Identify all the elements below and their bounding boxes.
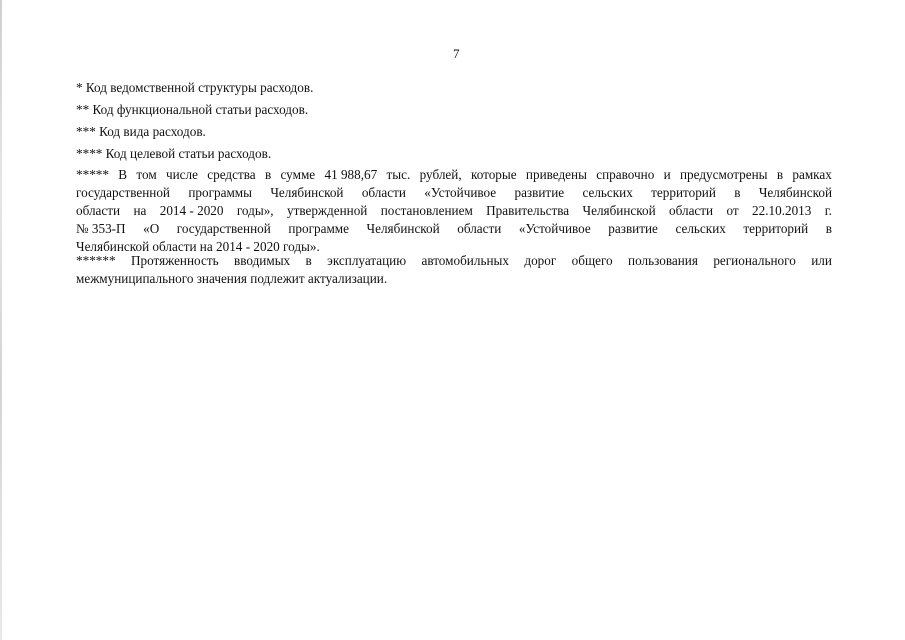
line-word: и xyxy=(663,167,671,182)
line-word: г. xyxy=(824,203,832,218)
line-word: числе xyxy=(165,167,198,182)
line-word: рамках xyxy=(792,167,832,182)
line-word: в xyxy=(734,185,741,200)
footnote-6-line-1 xyxy=(76,252,832,270)
line-word: в xyxy=(825,221,832,236)
line-word: Правительства xyxy=(486,203,570,218)
line-word: Челябинской xyxy=(582,203,656,218)
line-word: ***** xyxy=(76,167,109,182)
line-word: сумме xyxy=(280,167,316,182)
line-word: предусмотрены xyxy=(679,167,768,182)
line-word: пользования xyxy=(628,253,698,268)
line-word: которые xyxy=(470,167,517,182)
line-word: в xyxy=(776,167,784,182)
line-word: развитие xyxy=(608,221,658,236)
line-word: средства xyxy=(207,167,256,182)
scan-left-edge xyxy=(0,0,2,640)
line-word: приведены xyxy=(525,167,587,182)
footnote-6 xyxy=(76,252,832,288)
line-word: территорий xyxy=(743,221,809,236)
line-word: эксплуатацию xyxy=(327,253,407,268)
line-word: В xyxy=(118,167,128,182)
line-word: том xyxy=(136,167,157,182)
line-word: 22.10.2013 xyxy=(752,203,812,218)
line-word: в xyxy=(305,253,312,268)
line-word: Челябинской xyxy=(758,185,832,200)
line-word: или xyxy=(811,253,832,268)
line-word: 41 988,67 xyxy=(324,167,378,182)
footnote-3: *** Код вида расходов. xyxy=(76,124,206,139)
line-word: области xyxy=(76,203,121,218)
line-word: годы», xyxy=(236,203,274,218)
page-number: 7 xyxy=(453,46,460,61)
footnote-5-line-1 xyxy=(76,166,832,184)
line-word: утвержденной xyxy=(286,203,368,218)
line-word: 2014 - 2020 xyxy=(159,203,224,218)
line-word: государственной xyxy=(76,185,170,200)
line-word: области xyxy=(669,203,714,218)
line-word: развитие xyxy=(514,185,565,200)
line-word: от xyxy=(726,203,739,218)
line-word: «Устойчивое xyxy=(518,221,591,236)
footnote-1: * Код ведомственной структуры расходов. xyxy=(76,80,314,95)
line-word: Протяженность xyxy=(130,253,219,268)
line-word: области xyxy=(457,221,502,236)
footnote-5-line-5: Челябинской области на 2014 - 2020 годы». xyxy=(76,239,320,254)
line-word: справочно xyxy=(596,167,655,182)
line-word: постановлением xyxy=(380,203,473,218)
line-word: «Устойчивое xyxy=(424,185,497,200)
line-word: общего xyxy=(571,253,613,268)
line-word: регионального xyxy=(713,253,796,268)
footnote-5-line-4 xyxy=(76,220,832,238)
line-word: тыс. xyxy=(386,167,411,182)
line-word: сельских xyxy=(675,221,726,236)
line-word: Челябинской xyxy=(366,221,440,236)
footnote-2: ** Код функциональной статьи расходов. xyxy=(76,102,309,117)
line-word: области xyxy=(361,185,406,200)
footnote-5-line-2 xyxy=(76,184,832,202)
line-word: «О xyxy=(143,221,160,236)
line-word: сельских xyxy=(582,185,633,200)
line-word: государственной xyxy=(176,221,271,236)
footnote-6-line-2: межмуниципального значения подлежит актуализации. xyxy=(76,271,388,286)
line-word: программе xyxy=(288,221,349,236)
line-word: вводимых xyxy=(234,253,291,268)
line-word: в xyxy=(264,167,272,182)
line-word: программы xyxy=(188,185,252,200)
line-word: Челябинской xyxy=(270,185,344,200)
line-word: рублей, xyxy=(419,167,462,182)
line-word: № 353-П xyxy=(76,221,126,236)
line-word: ****** xyxy=(76,253,116,268)
line-word: дорог xyxy=(524,253,557,268)
footnote-4: **** Код целевой статьи расходов. xyxy=(76,146,272,161)
line-word: на xyxy=(133,203,147,218)
footnote-5 xyxy=(76,166,832,256)
line-word: территорий xyxy=(651,185,716,200)
line-word: автомобильных xyxy=(421,253,509,268)
footnote-5-line-3 xyxy=(76,202,832,220)
